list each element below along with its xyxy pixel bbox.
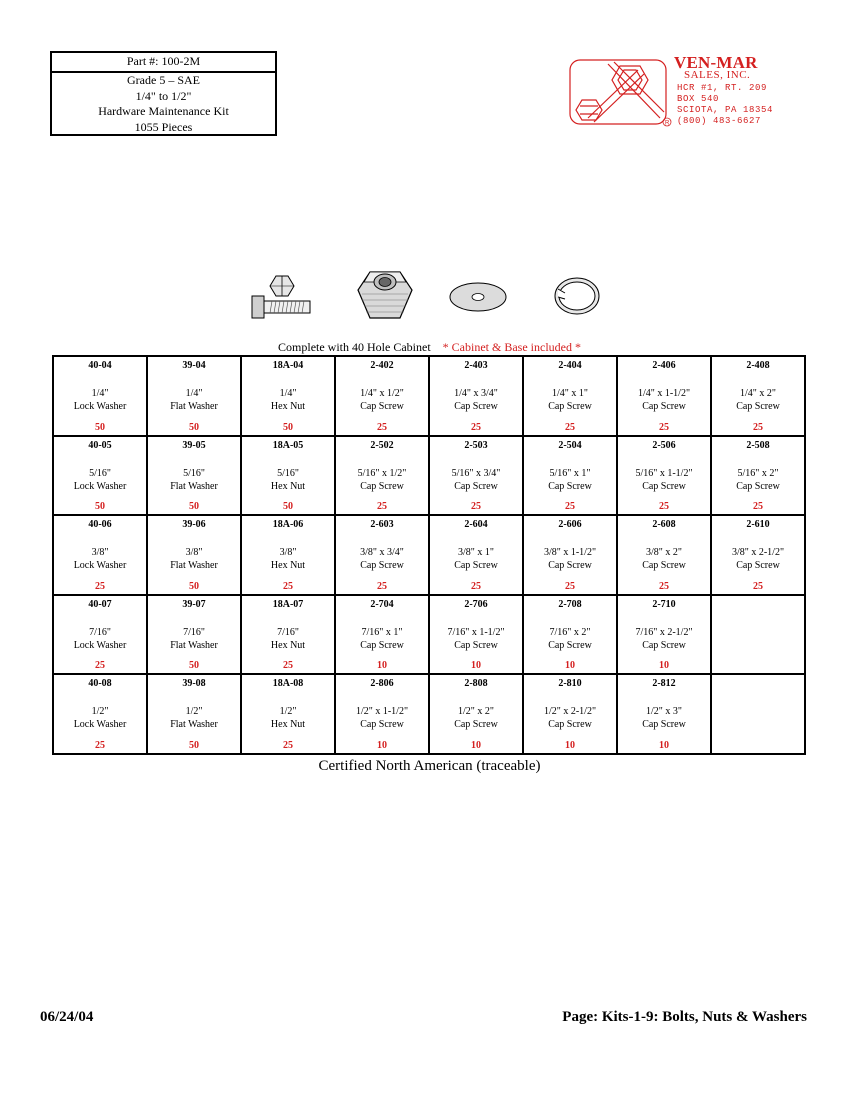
- part-number: Part #: 100-2M: [52, 53, 275, 73]
- part-description: Flat Washer: [170, 719, 218, 731]
- part-quantity: 25: [95, 580, 105, 592]
- table-cell: [53, 356, 147, 436]
- part-size: 1/4" x 1/2": [360, 388, 404, 399]
- table-cell: [335, 674, 429, 754]
- part-code: 39-04: [182, 360, 206, 371]
- part-size-range: 1/4" to 1/2": [135, 88, 192, 103]
- part-code: 2-406: [652, 360, 676, 371]
- part-description: Flat Washer: [170, 639, 218, 651]
- part-code: 2-710: [652, 598, 676, 610]
- table-cell: [335, 595, 429, 675]
- phone-number: (800) 483-6627: [677, 116, 762, 126]
- table-cell: [335, 436, 429, 516]
- part-code: 40-05: [88, 439, 112, 451]
- table-cell: [711, 356, 805, 436]
- part-size: 1/2" x 2-1/2": [543, 706, 597, 718]
- table-cell: [147, 674, 241, 754]
- part-size: 3/8": [279, 547, 297, 559]
- part-quantity: 50: [189, 421, 199, 433]
- part-code: 18A-04: [272, 360, 304, 371]
- part-description: Hex Nut: [270, 401, 306, 412]
- part-quantity: 25: [753, 421, 763, 433]
- part-size: 3/8" x 2-1/2": [731, 547, 785, 559]
- table-row: [53, 356, 805, 436]
- part-description: Cap Screw: [642, 560, 686, 572]
- part-size: 1/2": [279, 706, 297, 718]
- table-cell: [147, 595, 241, 675]
- part-code: 2-810: [558, 678, 582, 690]
- part-code: 2-708: [558, 598, 582, 610]
- part-code: 2-503: [464, 439, 488, 451]
- part-quantity: 10: [565, 740, 575, 751]
- part-size: 1/2" x 3": [646, 706, 682, 718]
- part-code: 2-404: [558, 360, 582, 371]
- part-description: Cap Screw: [360, 560, 404, 572]
- table-cell: [335, 356, 429, 436]
- part-description: Lock Washer: [73, 719, 127, 731]
- part-size: 5/16": [277, 467, 299, 479]
- table-cell: [711, 674, 805, 754]
- part-code: 40-04: [88, 360, 112, 371]
- part-quantity: 25: [471, 580, 481, 592]
- part-code: 39-06: [182, 519, 206, 531]
- part-quantity: 25: [377, 421, 387, 433]
- part-code: 18A-06: [272, 519, 304, 531]
- address-line-2: BOX 540: [677, 94, 720, 104]
- table-cell: [147, 436, 241, 516]
- lock-washer-icon: [552, 276, 602, 318]
- part-description: Cap Screw: [360, 719, 404, 731]
- part-quantity: 50: [95, 501, 105, 513]
- part-size: 1/4" x 3/4": [454, 388, 498, 399]
- part-size: 3/8": [185, 547, 203, 559]
- part-size: 3/8" x 3/4": [360, 547, 404, 559]
- table-row: [53, 674, 805, 754]
- part-description: Flat Washer: [170, 560, 218, 572]
- part-description: Cap Screw: [454, 480, 498, 492]
- part-code: 2-704: [370, 598, 394, 610]
- part-description: Lock Washer: [73, 560, 127, 572]
- part-code: 2-502: [370, 439, 394, 451]
- part-description: Hex Nut: [270, 719, 306, 731]
- part-quantity: 10: [659, 740, 669, 751]
- table-cell: [241, 595, 335, 675]
- part-code: 39-05: [182, 439, 206, 451]
- part-description: Hex Nut: [270, 639, 306, 651]
- part-quantity: 25: [283, 580, 293, 592]
- table-cell: [711, 515, 805, 595]
- bolt-and-nut-logo-icon: [568, 56, 674, 128]
- part-size: 1/4" x 1": [552, 388, 588, 399]
- table-cell: [241, 356, 335, 436]
- part-description: Cap Screw: [642, 401, 686, 412]
- part-kit-name: Hardware Maintenance Kit: [98, 104, 229, 118]
- footer-page-label: Page: Kits-1-9: Bolts, Nuts & Washers: [562, 1009, 807, 1025]
- table-cell: [523, 674, 617, 754]
- part-description: Cap Screw: [454, 401, 498, 412]
- part-description: Cap Screw: [454, 560, 498, 572]
- part-size: 3/8": [91, 547, 109, 559]
- part-quantity: 50: [283, 501, 293, 513]
- part-quantity: 25: [283, 740, 293, 751]
- part-piece-count: 1055 Pieces: [134, 119, 193, 134]
- part-quantity: 25: [659, 501, 669, 513]
- table-cell: [617, 595, 711, 675]
- part-code: 40-08: [88, 678, 112, 690]
- part-size: 1/2" x 1-1/2": [355, 706, 409, 718]
- hardware-icons-row: [0, 268, 859, 328]
- part-size: 5/16" x 1": [549, 467, 591, 479]
- part-size: 7/16" x 1": [361, 626, 403, 638]
- part-size: 5/16" x 3/4": [451, 467, 501, 479]
- part-size: 5/16": [89, 467, 111, 479]
- footer-date: 06/24/04: [40, 1009, 94, 1025]
- certification-note: Certified North American (traceable): [318, 758, 541, 774]
- part-size: 3/8" x 1": [458, 547, 494, 559]
- part-code: 2-608: [652, 519, 676, 531]
- part-description: Cap Screw: [642, 719, 686, 731]
- part-code: 2-603: [370, 519, 394, 531]
- part-code: 39-08: [182, 678, 206, 690]
- part-grade: Grade 5 – SAE: [127, 73, 200, 87]
- table-cell: [523, 595, 617, 675]
- part-description: Cap Screw: [736, 401, 780, 412]
- part-quantity: 25: [753, 501, 763, 513]
- kit-contents-table: [52, 355, 806, 755]
- part-code: 2-808: [464, 678, 488, 690]
- company-name: VEN-MAR: [674, 53, 758, 72]
- part-size: 7/16": [183, 626, 205, 638]
- table-cell: [429, 436, 523, 516]
- part-description: Cap Screw: [642, 480, 686, 492]
- part-description: Cap Screw: [548, 560, 592, 572]
- company-subtitle: SALES, INC.: [684, 69, 751, 81]
- table-cell: [241, 515, 335, 595]
- part-description: Cap Screw: [360, 639, 404, 651]
- part-size: 7/16" x 2-1/2": [635, 626, 693, 638]
- table-cell: [335, 515, 429, 595]
- part-description: Lock Washer: [73, 639, 127, 651]
- part-code: 2-403: [464, 360, 488, 371]
- part-size: 1/2": [185, 706, 203, 718]
- flat-washer-icon: [448, 280, 508, 314]
- table-cell: [429, 356, 523, 436]
- part-size: 5/16" x 1-1/2": [635, 467, 693, 479]
- part-quantity: 50: [189, 580, 199, 592]
- part-code: 2-806: [370, 678, 394, 690]
- table-cell: [147, 356, 241, 436]
- part-code: 2-408: [746, 360, 770, 371]
- part-description: Cap Screw: [548, 719, 592, 731]
- part-code: 2-606: [558, 519, 582, 531]
- table-row: [53, 515, 805, 595]
- table-cell: [711, 436, 805, 516]
- table-cell: [711, 595, 805, 675]
- table-cell: [429, 595, 523, 675]
- table-cell: [429, 674, 523, 754]
- part-size: 1/4": [185, 388, 203, 399]
- part-quantity: 25: [753, 580, 763, 592]
- part-quantity: 50: [189, 740, 199, 751]
- part-description: Cap Screw: [736, 480, 780, 492]
- part-quantity: 25: [565, 580, 575, 592]
- part-description: Cap Screw: [548, 401, 592, 412]
- part-description: Cap Screw: [360, 401, 404, 412]
- part-quantity: 25: [659, 421, 669, 433]
- part-description: Cap Screw: [736, 560, 780, 572]
- part-quantity: 50: [283, 421, 293, 433]
- part-size: 1/2" x 2": [458, 706, 494, 718]
- part-quantity: 10: [565, 660, 575, 672]
- hex-nut-icon: [356, 268, 414, 324]
- part-code: 39-07: [182, 598, 206, 610]
- part-size: 3/8" x 2": [646, 547, 682, 559]
- part-quantity: 10: [377, 660, 387, 672]
- part-quantity: 25: [283, 660, 293, 672]
- part-description: Cap Screw: [454, 719, 498, 731]
- part-size: 7/16": [277, 626, 299, 638]
- part-description: Cap Screw: [454, 639, 498, 651]
- table-cell: [617, 436, 711, 516]
- part-quantity: 25: [565, 501, 575, 513]
- part-size: 5/16" x 1/2": [357, 467, 407, 479]
- table-cell: [241, 436, 335, 516]
- address-line-3: SCIOTA, PA 18354: [677, 105, 774, 115]
- part-quantity: 25: [565, 421, 575, 433]
- part-quantity: 25: [659, 580, 669, 592]
- part-size: 5/16": [183, 467, 205, 479]
- table-cell: [53, 674, 147, 754]
- part-description: Cap Screw: [548, 639, 592, 651]
- part-quantity: 25: [95, 660, 105, 672]
- table-cell: [617, 674, 711, 754]
- hex-bolt-icon: [248, 272, 314, 324]
- table-cell: [523, 356, 617, 436]
- part-size: 1/2": [91, 706, 109, 718]
- part-code: 18A-08: [272, 678, 304, 690]
- part-code: 18A-05: [272, 439, 304, 451]
- part-quantity: 25: [471, 501, 481, 513]
- part-code: 18A-07: [272, 598, 304, 610]
- svg-text:R: R: [665, 120, 670, 127]
- part-size: 7/16" x 2": [549, 626, 591, 638]
- part-code: 2-604: [464, 519, 488, 531]
- table-cell: [147, 515, 241, 595]
- table-cell: [523, 515, 617, 595]
- part-description: Hex Nut: [270, 480, 306, 492]
- company-logo: [568, 53, 808, 132]
- part-quantity: 25: [95, 740, 105, 751]
- part-size: 5/16" x 2": [737, 467, 779, 479]
- part-quantity: 10: [471, 660, 481, 672]
- part-description: Flat Washer: [170, 401, 218, 412]
- table-cell: [53, 515, 147, 595]
- table-row: [53, 595, 805, 675]
- part-code: 40-07: [88, 598, 112, 610]
- cabinet-included-note: * Cabinet & Base included *: [442, 340, 581, 354]
- part-code: 2-610: [746, 519, 770, 531]
- part-quantity: 50: [95, 421, 105, 433]
- part-description: Flat Washer: [170, 480, 218, 492]
- part-description: Cap Screw: [360, 480, 404, 492]
- table-cell: [241, 674, 335, 754]
- part-quantity: 25: [471, 421, 481, 433]
- part-description: Hex Nut: [270, 560, 306, 572]
- part-description: Cap Screw: [548, 480, 592, 492]
- part-size: 1/4" x 2": [740, 388, 776, 399]
- part-size: 7/16": [89, 626, 111, 638]
- cabinet-caption: [0, 340, 859, 355]
- part-code: 2-812: [652, 678, 676, 690]
- part-size: 7/16" x 1-1/2": [447, 626, 505, 638]
- part-size: 1/4": [279, 388, 297, 399]
- table-cell: [53, 436, 147, 516]
- table-row: [53, 436, 805, 516]
- part-code: 2-506: [652, 439, 676, 451]
- table-cell: [617, 356, 711, 436]
- part-quantity: 50: [189, 660, 199, 672]
- part-description: Cap Screw: [642, 639, 686, 651]
- part-code: 2-504: [558, 439, 582, 451]
- part-quantity: 10: [471, 740, 481, 751]
- part-code: 2-402: [370, 360, 394, 371]
- part-code: 2-508: [746, 439, 770, 451]
- part-quantity: 10: [377, 740, 387, 751]
- table-cell: [617, 515, 711, 595]
- part-code: 40-06: [88, 519, 112, 531]
- part-quantity: 10: [659, 660, 669, 672]
- part-size: 1/4" x 1-1/2": [637, 388, 691, 399]
- address-line-1: HCR #1, RT. 209: [677, 83, 768, 93]
- part-info-box: [50, 51, 277, 136]
- part-size: 1/4": [91, 388, 109, 399]
- part-description: Lock Washer: [73, 480, 127, 492]
- part-description: Lock Washer: [73, 401, 127, 412]
- table-cell: [53, 595, 147, 675]
- part-size: 3/8" x 1-1/2": [543, 547, 597, 559]
- part-quantity: 50: [189, 501, 199, 513]
- part-quantity: 25: [377, 501, 387, 513]
- table-cell: [429, 515, 523, 595]
- table-cell: [523, 436, 617, 516]
- part-quantity: 25: [377, 580, 387, 592]
- part-code: 2-706: [464, 598, 488, 610]
- cabinet-caption-text: Complete with 40 Hole Cabinet: [278, 340, 431, 354]
